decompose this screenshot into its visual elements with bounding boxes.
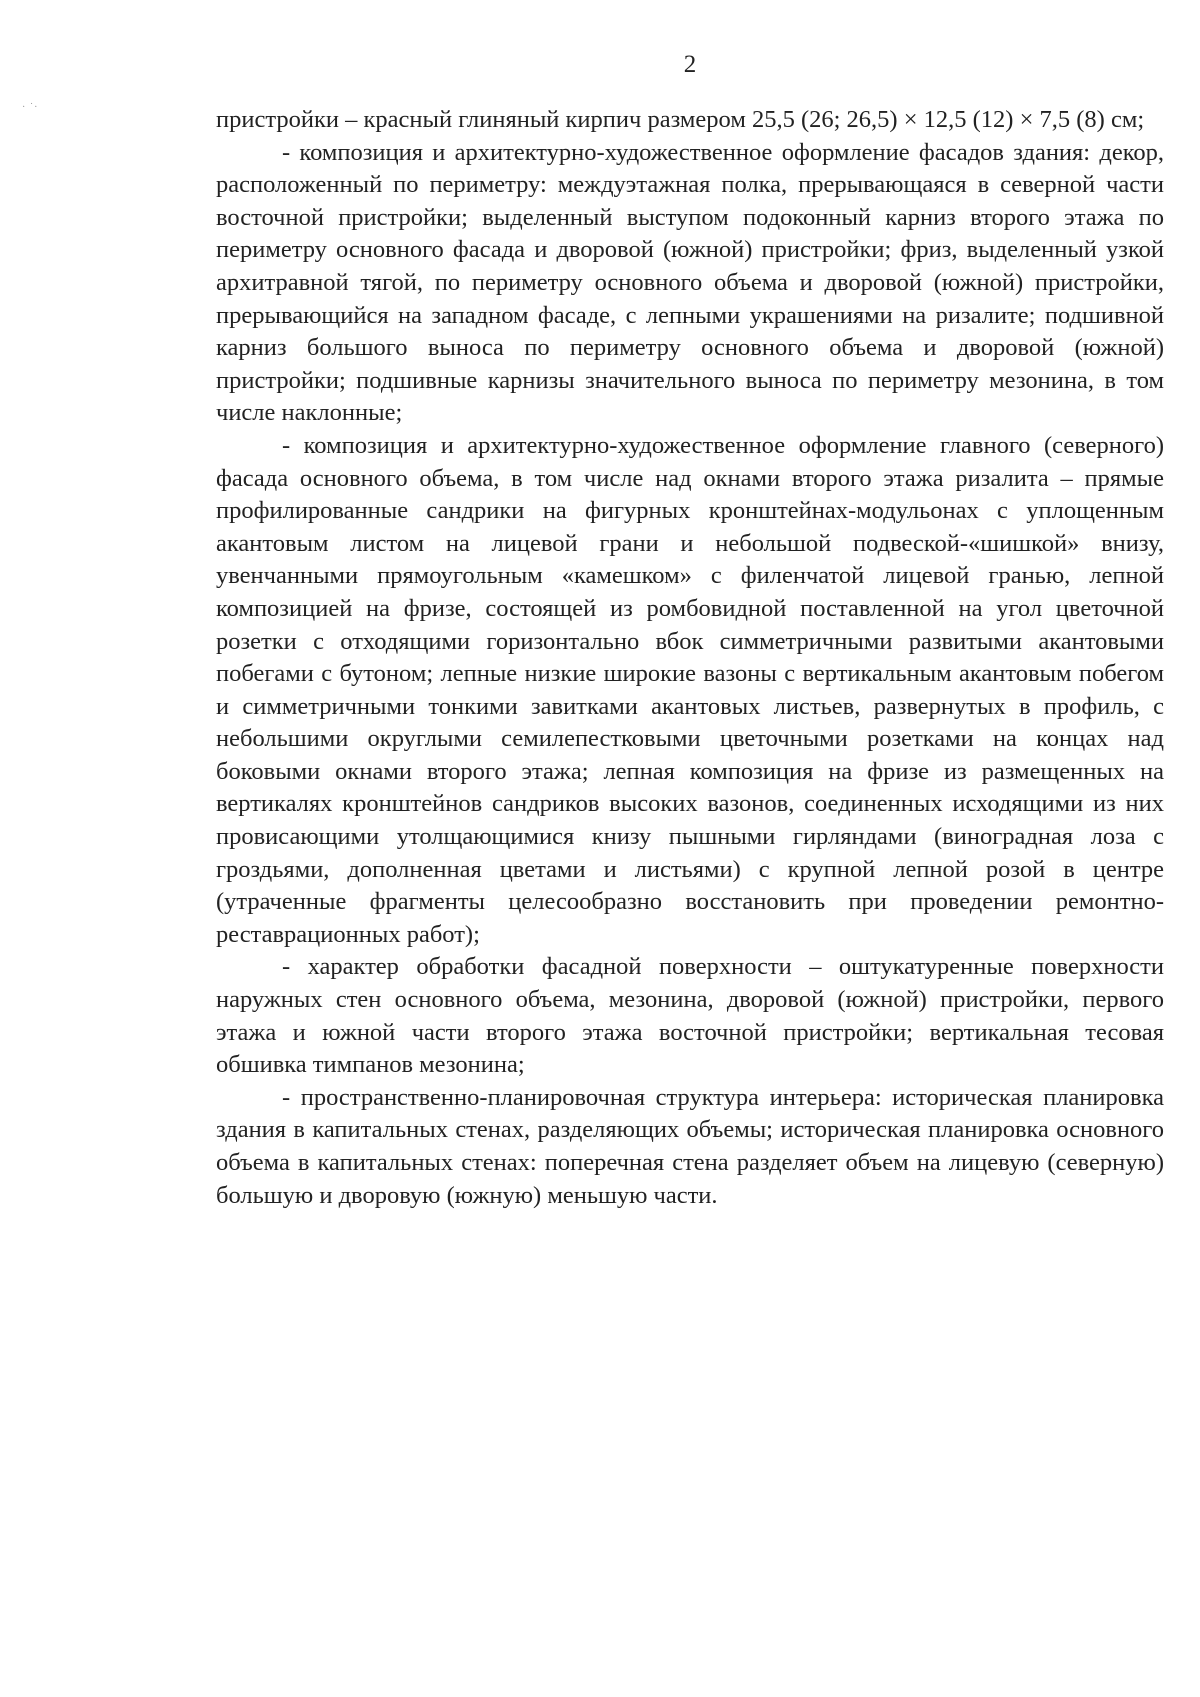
page-number: 2 (683, 51, 697, 78)
paragraph-continuation: пристройки – красный глиняный кирпич размером 25,5 (26; 26,5) × 12,5 (12) × 7,5 (8) см; (216, 106, 1145, 133)
paragraph-interior-structure: - пространственно-планировочная структура интерьера: историческая планировка здания в капитальных стенах, разделяющих объемы; историческая планировка основного объема в капитальных стенах: поперечная стена разделяет объем на лицевую (северную) большую и дворовую (южную) меньшую части. (216, 1083, 1164, 1209)
document-body (216, 104, 1164, 1212)
paragraph-surface-treatment: - характер обработки фасадной поверхности – оштукатуренные поверхности наружных стен основного объема, мезонина, дворовой (южной) пристройки, первого этажа и южной части второго этажа восточной пристройки; вертикальная тесовая обшивка тимпанов мезонина; (216, 953, 1164, 1079)
scan-mark: · ˙· (22, 102, 39, 113)
paragraph-facade-decor: - композиция и архитектурно-художественное оформление фасадов здания: декор, расположенный по периметру: междуэтажная полка, прерывающаяся в северной части восточной пристройки; выделенный выступом подоконный карниз второго этажа по периметру основного фасада и дворовой (южной) пристройки; фриз, выделенный узкой архитравной тягой, по периметру основного объема и дворовой (южной) пристройки, прерывающийся на западном фасаде, с лепными украшениями на ризалите; подшивной карниз большого выноса по периметру основного объема и дворовой (южной) пристройки; подшивные карнизы значительного выноса по периметру мезонина, в том числе наклонные; (216, 138, 1164, 427)
paragraph-main-facade: - композиция и архитектурно-художественное оформление главного (северного) фасада основного объема, в том числе над окнами второго этажа ризалита – прямые профилированные сандрики на фигурных кронштейнах-модульонах с уплощенным акантовым листом на лицевой грани и небольшой подвеской-«шишкой» внизу, увенчанными прямоугольным «камешком» с филенчатой лицевой гранью, лепной композицией на фризе, состоящей из ромбовидной поставленной на угол цветочной розетки с отходящими горизонтально вбок симметричными развитыми акантовыми побегами с бутоном; лепные низкие широкие вазоны с вертикальным акантовым побегом и симметричными тонкими завитками акантовых листьев, развернутых в профиль, с небольшими округлыми семилепестковыми цветочными розетками на концах над боковыми окнами второго этажа; лепная композиция на фризе из размещенных на вертикалях кронштейнов сандриков высоких вазонов, соединенных исходящими из них провисающими утолщающимися книзу пышными гирляндами (виноградная лоза с гроздьями, дополненная цветами и листьями) с крупной лепной розой в центре (утраченные фрагменты целесообразно восстановить при проведении ремонтно-реставрационных работ); (216, 431, 1164, 948)
